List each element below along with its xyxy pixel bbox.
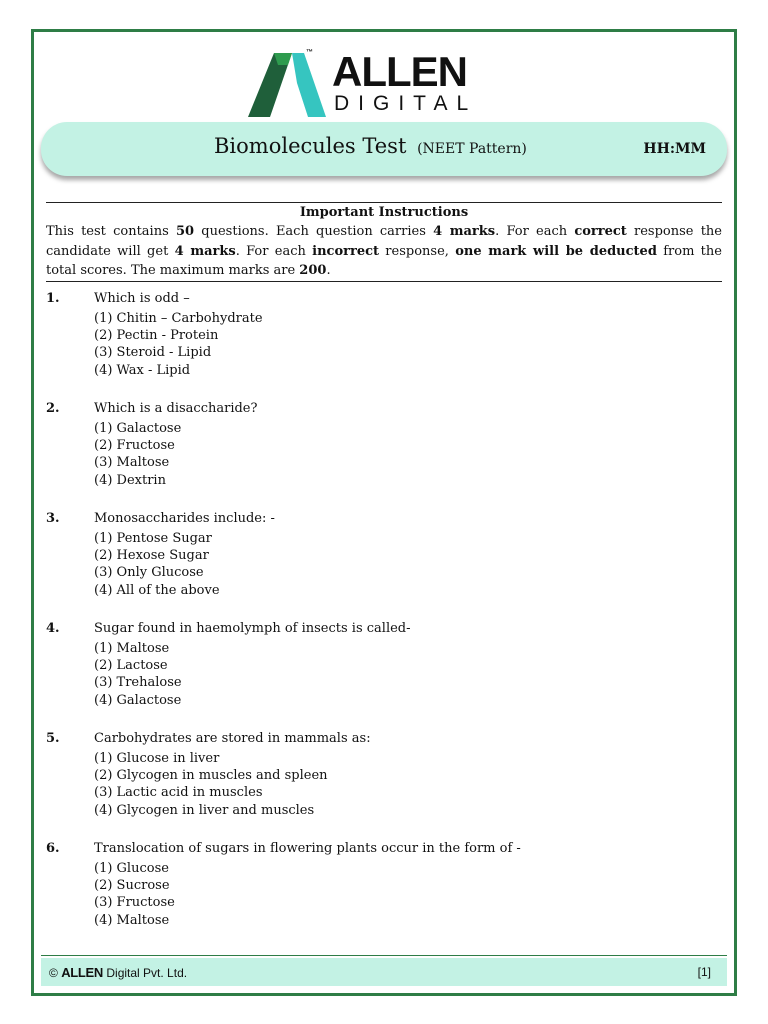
answer-option: (2) Pectin - Protein [94, 328, 219, 344]
answer-option: (4) Galactose [94, 692, 182, 708]
question-options [94, 530, 220, 599]
answer-option: (1) Glucose [94, 861, 169, 876]
instructions-run: . For each [235, 243, 313, 259]
test-title-main: Biomolecules Test [214, 134, 407, 158]
answer-option: (3) Fructose [94, 895, 175, 911]
question-number: 6. [46, 841, 60, 856]
instructions-run: 4 marks [174, 243, 236, 259]
logo-wordmark: ALLEN [332, 48, 467, 95]
answer-option: (3) Lactic acid in muscles [94, 785, 263, 801]
question-options [94, 640, 182, 709]
answer-option: (1) Chitin – Carbohydrate [94, 311, 263, 326]
instructions-run: 4 marks [433, 224, 496, 239]
instructions-run: response, [379, 243, 456, 259]
question-number: 5. [46, 731, 60, 746]
page-footer [41, 958, 727, 986]
instructions-run: questions. Each question carries [194, 224, 434, 239]
instructions-run: . [326, 263, 331, 278]
question-text: Monosaccharides include: - [94, 511, 275, 526]
question-options [94, 420, 181, 489]
question-text: Translocation of sugars in flowering plants occur in the form of - [94, 841, 521, 856]
answer-option: (4) Dextrin [94, 472, 166, 488]
answer-option: (2) Glycogen in muscles and spleen [94, 768, 328, 784]
question-text: Which is odd – [94, 291, 190, 306]
allen-logo-mark-icon [248, 53, 328, 117]
question-number: 2. [46, 401, 60, 416]
answer-option: (1) Maltose [94, 641, 170, 656]
instructions-bottom-rule [46, 281, 722, 282]
question-options [94, 310, 263, 379]
instructions-run: correct [574, 224, 627, 239]
footer-copyright [49, 965, 187, 980]
answer-option: (3) Maltose [94, 455, 170, 471]
time-placeholder: HH:MM [643, 141, 706, 157]
answer-option: (1) Galactose [94, 421, 182, 436]
question-options [94, 860, 175, 929]
footer-rule [41, 955, 727, 956]
answer-option: (2) Hexose Sugar [94, 548, 209, 564]
page-number: [1] [697, 965, 711, 979]
instructions-run: response the candidate will get [46, 224, 722, 259]
answer-option: (1) Pentose Sugar [94, 531, 212, 546]
allen-digital-logo [248, 49, 520, 117]
question-text: Sugar found in haemolymph of insects is called- [94, 621, 411, 636]
instructions-run: 50 [175, 224, 195, 239]
instructions-run: 200 [299, 263, 327, 278]
question-number: 4. [46, 621, 60, 636]
title-banner [41, 122, 727, 176]
answer-option: (2) Fructose [94, 438, 175, 454]
instructions-run: incorrect [312, 243, 380, 259]
question-number: 1. [46, 291, 60, 306]
test-title-pattern: (NEET Pattern) [417, 141, 527, 157]
question-number: 3. [46, 511, 60, 526]
logo-subtitle: DIGITAL [334, 92, 478, 115]
instructions-run: This test contains [46, 224, 176, 239]
instructions-heading: Important Instructions [299, 205, 469, 220]
answer-option: (4) Wax - Lipid [94, 362, 191, 378]
answer-option: (4) All of the above [94, 582, 220, 598]
answer-option: (3) Trehalose [94, 675, 182, 691]
answer-option: (2) Lactose [94, 658, 168, 674]
answer-option: (3) Steroid - Lipid [94, 345, 212, 361]
instructions-top-rule [46, 202, 722, 203]
instructions-run: one mark will be deducted [455, 243, 657, 259]
trademark-symbol: ™ [306, 49, 313, 56]
answer-option: (2) Sucrose [94, 878, 170, 894]
answer-option: (4) Glycogen in liver and muscles [94, 802, 315, 818]
answer-option: (1) Glucose in liver [94, 751, 220, 766]
answer-option: (3) Only Glucose [94, 565, 204, 581]
answer-option: (4) Maltose [94, 912, 170, 928]
footer-company: Digital Pvt. Ltd. [106, 966, 188, 980]
instructions-run: . For each [495, 224, 575, 239]
footer-brand: ALLEN [61, 965, 104, 980]
question-options [94, 750, 328, 819]
instructions-run: from the total scores. The maximum marks are [46, 243, 722, 278]
question-text: Which is a disaccharide? [94, 401, 258, 416]
copyright-symbol: © [49, 966, 58, 980]
instructions-text [46, 222, 722, 281]
test-title [214, 134, 527, 158]
question-text: Carbohydrates are stored in mammals as: [94, 731, 371, 746]
